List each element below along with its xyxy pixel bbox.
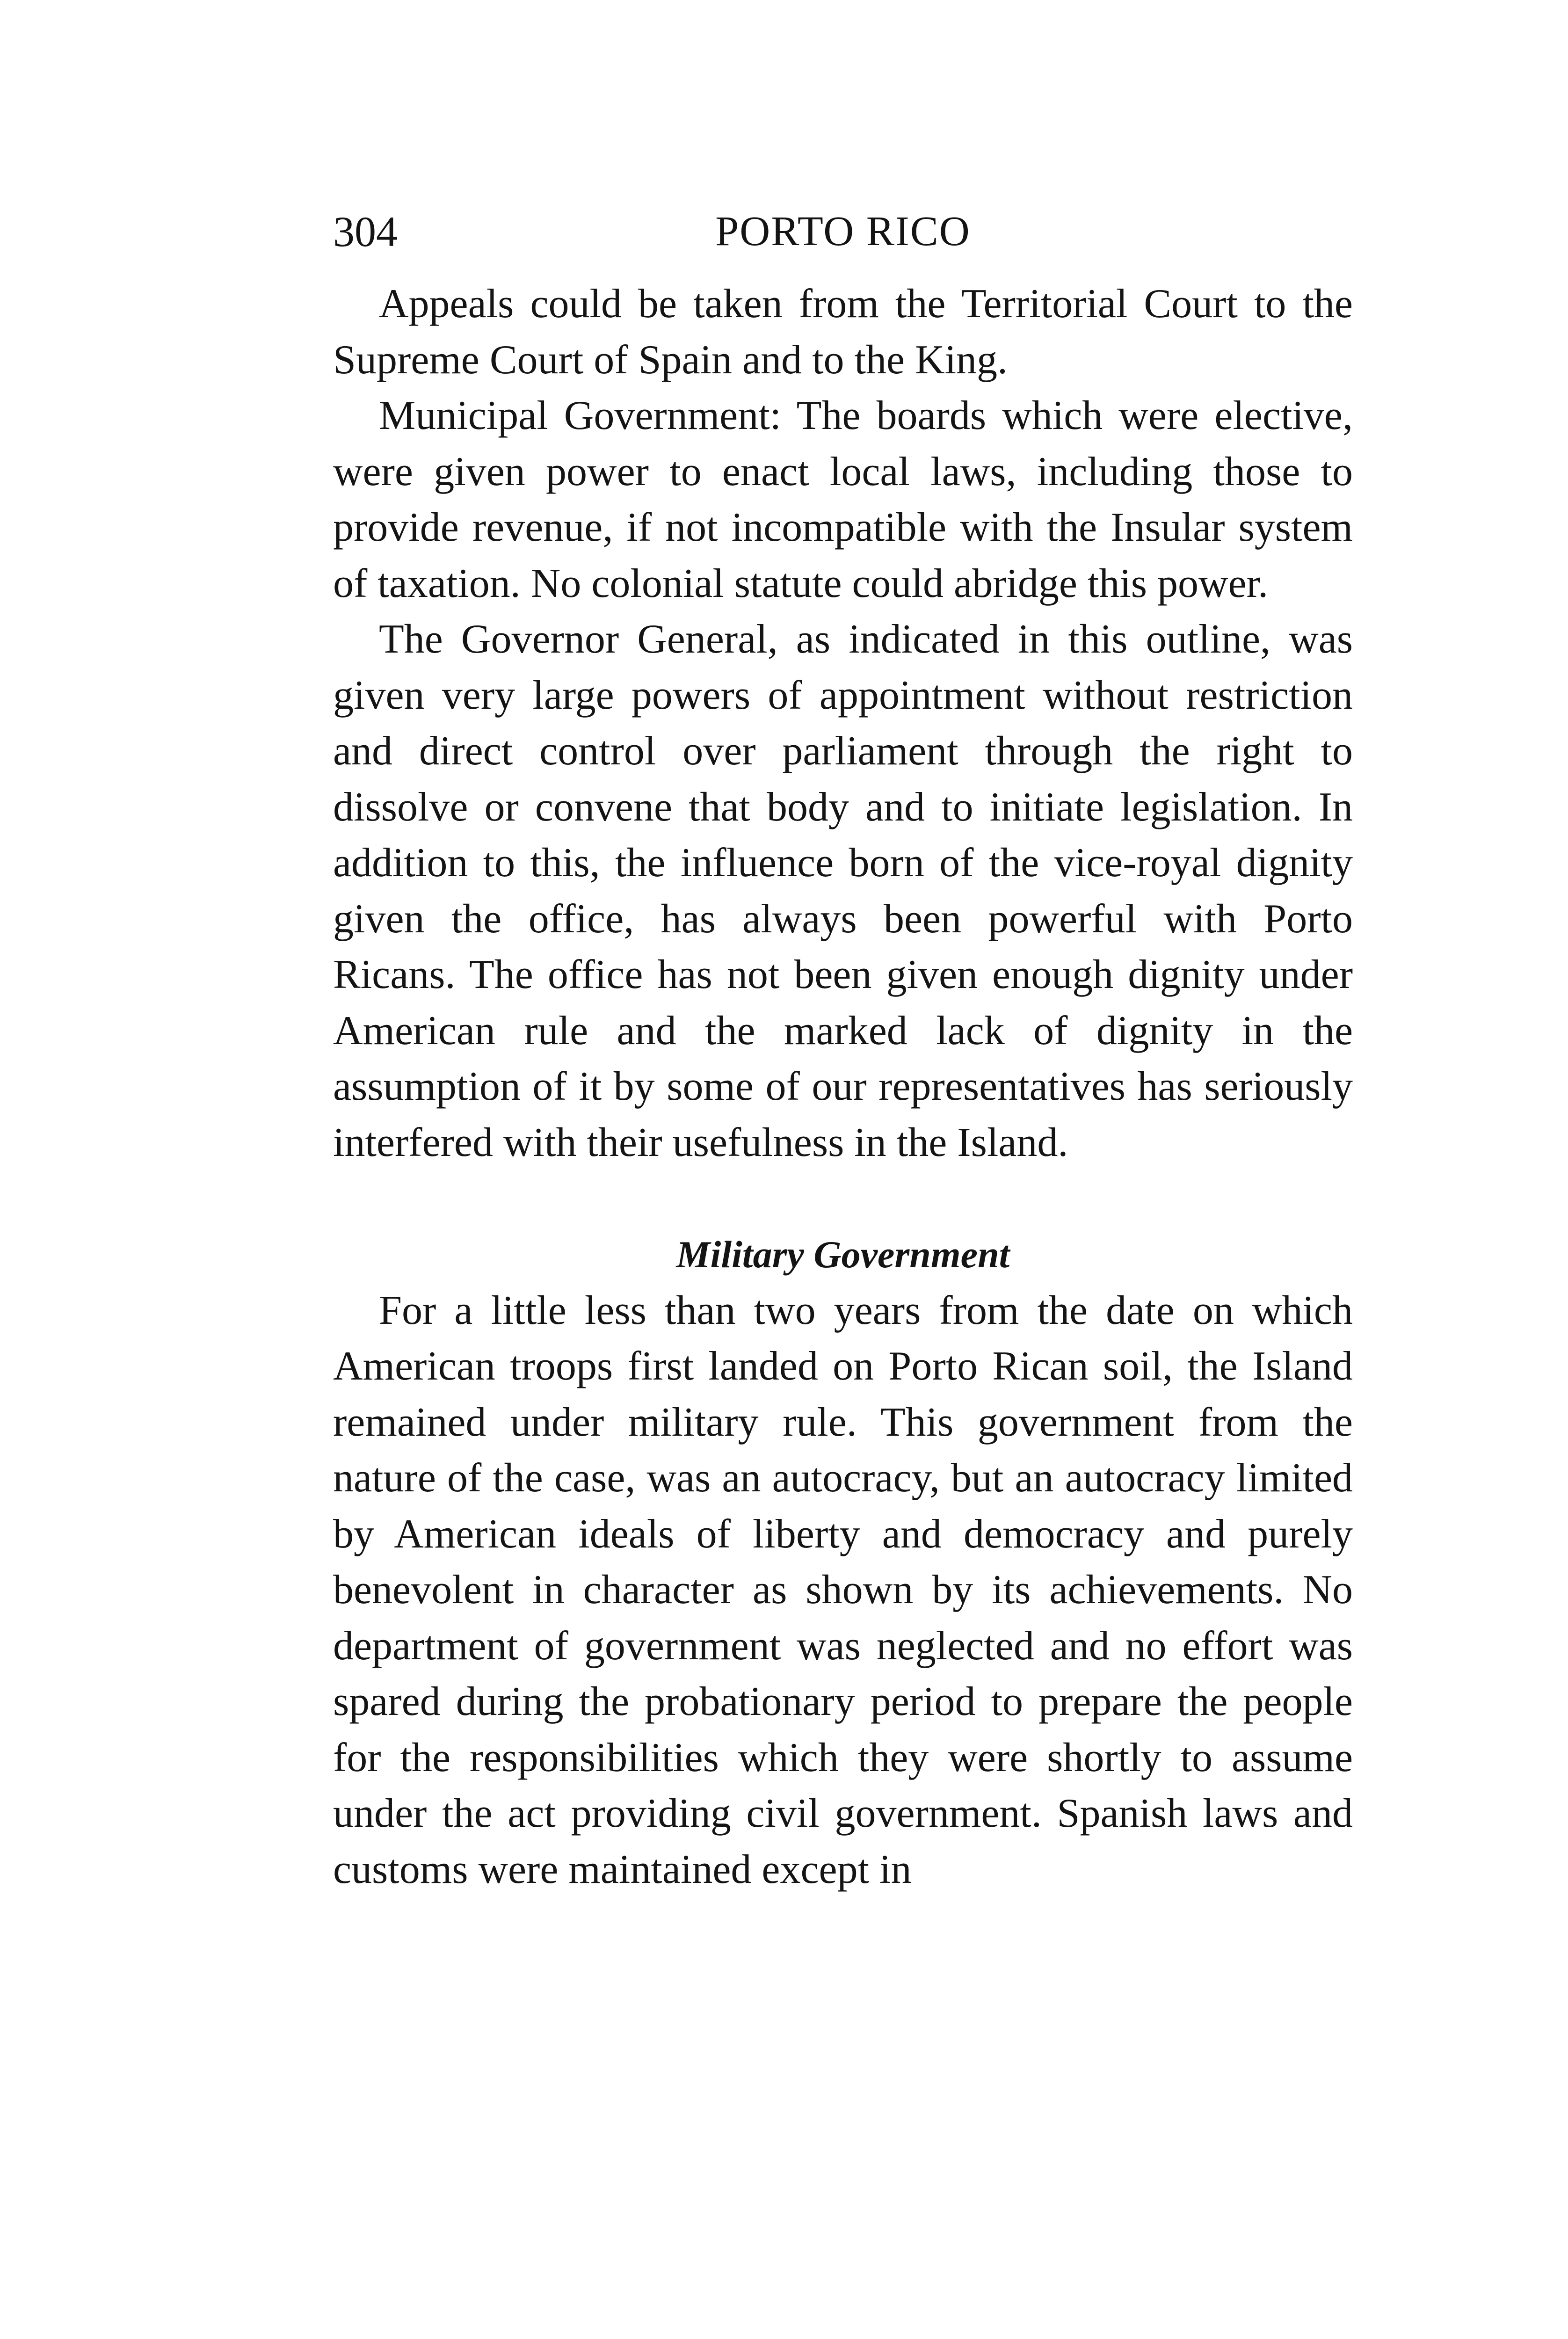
paragraph-appeals: Appeals could be taken from the Territorial Court to the Supreme Court of Spain and to the King.: [333, 281, 1353, 383]
paragraph-military-government: For a little less than two years from the date on which American troops first landed on Porto Rican soil, the Island remained under military rule. This government from the nature of the case, was an autocracy, but an autocracy limited by American ideals of liberty and democracy and purely benevolent in character as shown by its achievements. No department of government was neglected and no effort was spared during the probationary period to prepare the people for the responsibilities which they were shortly to assume under the act providing civil government. Spanish laws and customs were maintained except in: [333, 1287, 1353, 1892]
running-title: PORTO RICO: [715, 208, 971, 254]
running-head: [333, 196, 1353, 267]
section-heading: Military Government: [676, 1233, 1010, 1276]
body-text: [333, 276, 1353, 1897]
paragraph-municipal-government: Municipal Government: The boards which were elective, were given power to enact local laws, including those to provide revenue, if not incompatible with the Insular system of taxation. No colonial statute could abridge this power.: [333, 393, 1353, 606]
paragraph-governor-general: The Governor General, as indicated in this outline, was given very large powers of appointment without restriction and direct control over parliament through the right to dissolve or convene that body and to initiate legislation. In addition to this, the influence born of the vice-royal dignity given the office, has always been powerful with Porto Ricans. The office has not been given enough dignity under American rule and the marked lack of dignity in the assumption of it by some of our representatives has seriously interfered with their usefulness in the Island.: [333, 617, 1353, 1165]
page-number: 304: [333, 208, 398, 255]
